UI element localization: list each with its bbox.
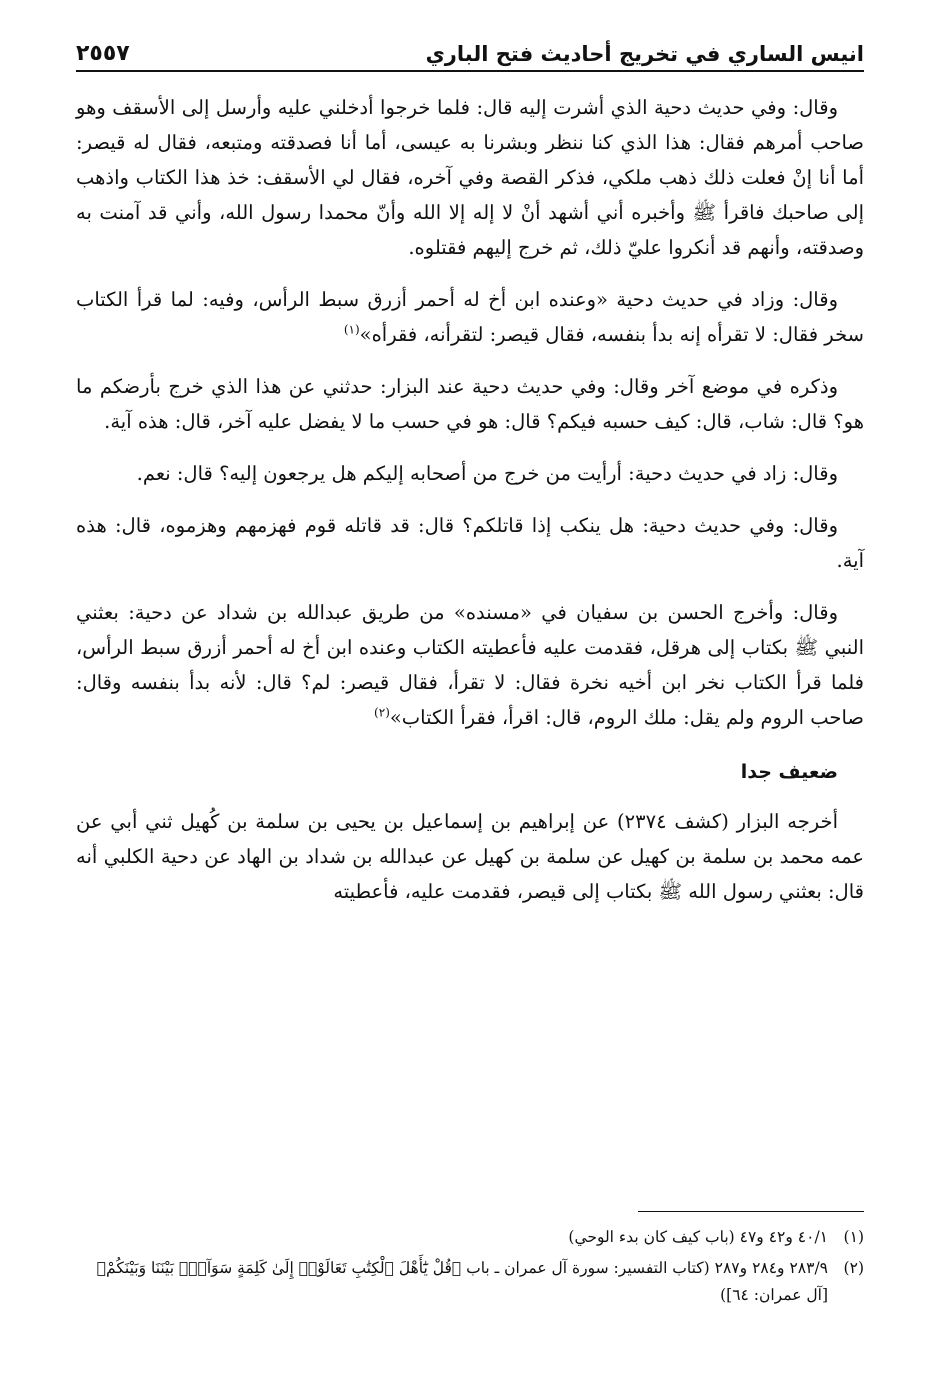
paragraph-text: وقال: وفي حديث دحية الذي أشرت إليه قال: فلما خرجوا أدخلني عليه وأرسل إلى الأسقف وهو صاحب أمرهم فقال: هذا الذي كنا ننظر وبشرنا به عيسى، أما أنا فصدقته ومتبعه، فقال له قيصر: أما أنا إنْ فعلت ذلك ذهب ملكي، فذكر القصة وفي آخره، فقال لي الأسقف: خذ هذا الكتاب واذهب إلى صاحبك فاقرأ ﷺ وأخبره أني أشهد أنْ لا إله إلا الله وأنّ محمدا رسول الله، وأني قد آمنت به وصدقته، وأنهم قد أنكروا عليّ ذلك، ثم خرج إليهم فقتلوه. [76,96,864,259]
book-page [76,28,864,1358]
paragraph [76,595,864,735]
paragraph [76,508,864,578]
paragraph [76,90,864,265]
footnote-text: ٢٨٣/٩ و٢٨٤ و٢٨٧ (كتاب التفسير: سورة آل عمران ـ باب ﴿قُلْ يَٰٓأَهْلَ ٱلْكِتَٰبِ تَعَالَوْا۟ إِلَىٰ كَلِمَةٍ سَوَآءٍۭ بَيْنَنَا وَبَيْنَكُمْ﴾ [آل عمران: ٦٤]) [96,1259,828,1304]
paragraph [76,804,864,909]
paragraph-text: أخرجه البزار (كشف ٢٣٧٤) عن إبراهيم بن إسماعيل بن يحيى بن سلمة بن كُهيل ثني أبي عن عمه محمد بن سلمة بن كهيل عن سلمة بن كهيل عن عبدالله بن شداد بن الهاد عن دحية الكلبي أنه قال: بعثني رسول الله ﷺ بكتاب إلى قيصر، فقدمت عليه، فأعطيته [76,810,864,903]
footnote-marker: (١) [343,322,360,337]
page-number: ٢٥٥٧ [76,41,130,66]
running-header [76,28,864,72]
footnote [76,1255,864,1309]
footnote-number: (١) [843,1228,864,1246]
footnote [76,1224,864,1251]
paragraph-text: وذكره في موضع آخر وقال: وفي حديث دحية عند البزار: حدثني عن هذا الذي خرج بأرضكم ما هو؟ قال: شاب، قال: كيف حسبه فيكم؟ قال: هو في حسب ما لا يفضل عليه آخر، قال: هذه آية. [76,375,864,433]
footnotes [76,1224,864,1313]
paragraph-text: وقال: وأخرج الحسن بن سفيان في «مسنده» من طريق عبدالله بن شداد عن دحية: بعثني النبي ﷺ بكتاب إلى هرقل، فقدمت عليه فأعطيته الكتاب وعنده ابن أخ له أحمر أزرق سبط الرأس، فلما قرأ الكتاب نخر ابن أخيه نخرة فقال: لا تقرأ، فقال قيصر: لم؟ قال: لأنه بدأ بنفسه وقال: صاحب الروم ولم يقل: ملك الروم، قال: اقرأ، فقرأ الكتاب» [76,601,864,729]
paragraph-text: وقال: زاد في حديث دحية: أرأيت من خرج من أصحابه إليكم هل يرجعون إليه؟ قال: نعم. [136,462,838,485]
section-heading: ضعيف جدا [740,761,838,783]
footnote-divider [638,1211,864,1212]
footnote-marker: (٢) [374,705,390,720]
paragraph [76,456,864,491]
book-title: انيس الساري في تخريج أحاديث فتح الباري [425,42,864,66]
paragraph-text: وقال: وفي حديث دحية: هل ينكب إذا قاتلكم؟ قال: قد قاتله قوم فهزمهم وهزموه، قال: هذه آية. [76,514,864,572]
main-text [76,90,864,909]
paragraph [76,282,864,352]
paragraph [76,369,864,439]
footnote-text: ٤٠/١ و٤٢ و٤٧ (باب كيف كان بدء الوحي) [568,1228,828,1246]
paragraph-text: وقال: وزاد في حديث دحية «وعنده ابن أخ له أحمر أزرق سبط الرأس، وفيه: لما قرأ الكتاب سخر فقال: لا تقرأه إنه بدأ بنفسه، فقال قيصر: لتقرأنه، فقرأه» [76,288,864,346]
footnote-number: (٢) [843,1259,864,1277]
